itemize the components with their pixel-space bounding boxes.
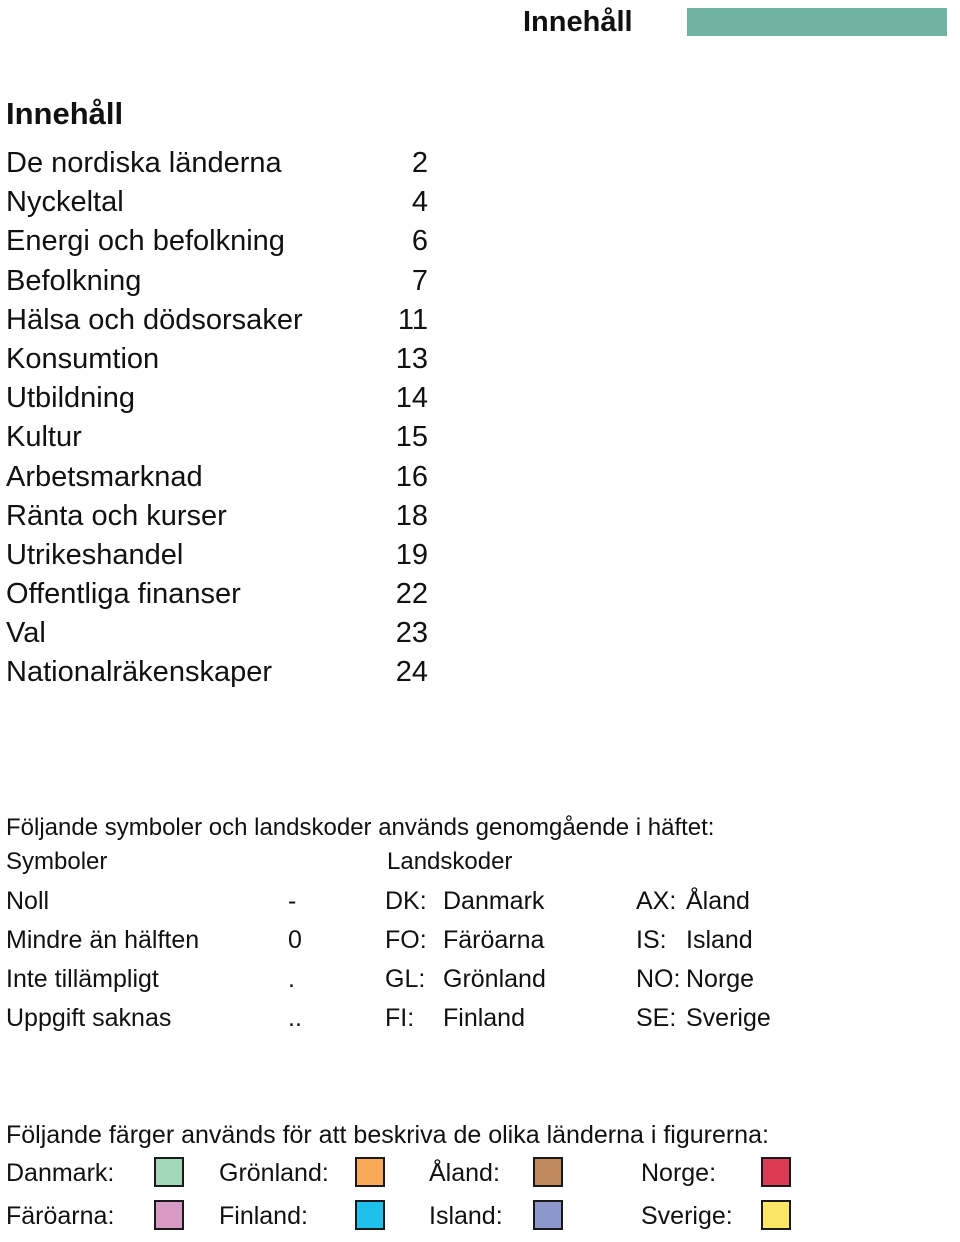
toc-entry[interactable] (6, 418, 430, 457)
toc-entry-label: Hälsa och dödsorsaker (6, 303, 303, 336)
toc-entry-page: 14 (395, 382, 428, 415)
color-legend-row (6, 1156, 956, 1199)
color-legend-label: Norge: (641, 1159, 717, 1187)
symbols-table-row (6, 1001, 956, 1040)
country-code: DK: (385, 887, 427, 915)
symbol-glyph: . (288, 965, 295, 993)
toc-entry[interactable] (6, 144, 430, 183)
country-name: Åland (686, 887, 750, 915)
symbol-glyph: - (288, 887, 297, 915)
color-legend-label: Sverige: (641, 1202, 733, 1230)
country-color-legend (6, 1156, 956, 1242)
symbol-meaning: Inte tillämpligt (6, 965, 159, 993)
country-code: FI: (385, 1004, 415, 1032)
symbols-table-row (6, 923, 956, 962)
toc-entry-page: 22 (395, 578, 428, 611)
toc-entry-page: 19 (395, 538, 428, 571)
toc-entry[interactable] (6, 301, 430, 340)
country-code: NO: (636, 965, 681, 993)
toc-entry-page: 16 (395, 460, 428, 493)
color-swatch (154, 1200, 184, 1230)
toc-entry-page: 2 (411, 147, 428, 179)
color-legend-label: Grönland: (219, 1159, 329, 1187)
symbol-meaning: Noll (6, 887, 50, 915)
color-swatch (154, 1157, 184, 1187)
page-header-title: Innehåll (523, 6, 633, 38)
toc-entry-page: 7 (411, 264, 428, 297)
toc-entry[interactable] (6, 379, 430, 418)
country-code: IS: (636, 926, 667, 954)
toc-entry-label: Arbetsmarknad (6, 460, 203, 493)
toc-entry-label: Befolkning (6, 264, 142, 297)
symbol-meaning: Mindre än hälften (6, 926, 200, 954)
header-accent-bar (687, 8, 947, 36)
color-swatch (533, 1200, 563, 1230)
toc-entry[interactable] (6, 536, 430, 575)
country-name: Norge (686, 965, 755, 993)
toc-entry-label: Utrikeshandel (6, 538, 184, 571)
toc-entry[interactable] (6, 222, 430, 261)
toc-entry-label: Val (6, 617, 46, 650)
toc-entry-page: 4 (411, 186, 428, 219)
toc-entry-page: 24 (395, 656, 428, 689)
toc-entry-label: Nyckeltal (6, 186, 124, 219)
symbol-meaning: Uppgift saknas (6, 1004, 172, 1032)
toc-entry-label: Offentliga finanser (6, 578, 241, 611)
toc-entry-page: 6 (411, 225, 428, 258)
colors-intro: Följande färger används för att beskriva de olika länderna i figurerna: (6, 1121, 769, 1149)
color-swatch (355, 1157, 385, 1187)
country-code: FO: (385, 926, 427, 954)
symbols-intro: Följande symboler och landskoder används genomgående i häftet: (6, 814, 715, 841)
country-code: SE: (636, 1004, 677, 1032)
color-swatch (533, 1157, 563, 1187)
toc-entry[interactable] (6, 183, 430, 222)
toc-entry-label: Kultur (6, 421, 82, 454)
toc-entry-label: Utbildning (6, 382, 135, 415)
toc-entry[interactable] (6, 653, 430, 692)
toc-entry-label: Energi och befolkning (6, 225, 285, 258)
toc-entry[interactable] (6, 262, 430, 301)
country-code: GL: (385, 965, 426, 993)
country-codes-column-header: Landskoder (387, 848, 513, 875)
toc-entry-page: 18 (395, 499, 428, 532)
symbol-glyph: .. (288, 1004, 302, 1032)
toc-entry-label: Ränta och kurser (6, 499, 227, 532)
country-name: Färöarna (443, 926, 545, 954)
toc-entry-label: Nationalräkenskaper (6, 656, 272, 689)
toc-entry-label: De nordiska länderna (6, 147, 282, 179)
color-swatch (761, 1157, 791, 1187)
color-legend-label: Island: (429, 1202, 503, 1230)
country-code: AX: (636, 887, 677, 915)
country-name: Grönland (443, 965, 546, 993)
toc-entry-page: 13 (395, 342, 428, 375)
color-legend-label: Färöarna: (6, 1202, 115, 1230)
color-legend-row (6, 1199, 956, 1242)
toc-list (6, 144, 430, 693)
toc-entry-page: 11 (397, 303, 428, 336)
toc-entry[interactable] (6, 458, 430, 497)
toc-entry-page: 15 (395, 421, 428, 454)
toc-heading: Innehåll (6, 96, 124, 131)
toc-entry[interactable] (6, 614, 430, 653)
color-legend-label: Åland: (429, 1159, 500, 1187)
country-name: Danmark (443, 887, 545, 915)
symbol-glyph: 0 (288, 926, 302, 954)
color-swatch (761, 1200, 791, 1230)
toc-entry[interactable] (6, 575, 430, 614)
symbols-table (6, 884, 956, 1040)
toc-entry[interactable] (6, 497, 430, 536)
toc-entry[interactable] (6, 340, 430, 379)
symbols-table-row (6, 962, 956, 1001)
toc-entry-page: 23 (395, 617, 428, 650)
toc-entry-label: Konsumtion (6, 342, 160, 375)
color-legend-label: Finland: (219, 1202, 308, 1230)
symbols-column-header: Symboler (6, 848, 108, 875)
country-name: Sverige (686, 1004, 771, 1032)
color-swatch (355, 1200, 385, 1230)
country-name: Finland (443, 1004, 525, 1032)
symbols-table-row (6, 884, 956, 923)
country-name: Island (686, 926, 753, 954)
color-legend-label: Danmark: (6, 1159, 115, 1187)
